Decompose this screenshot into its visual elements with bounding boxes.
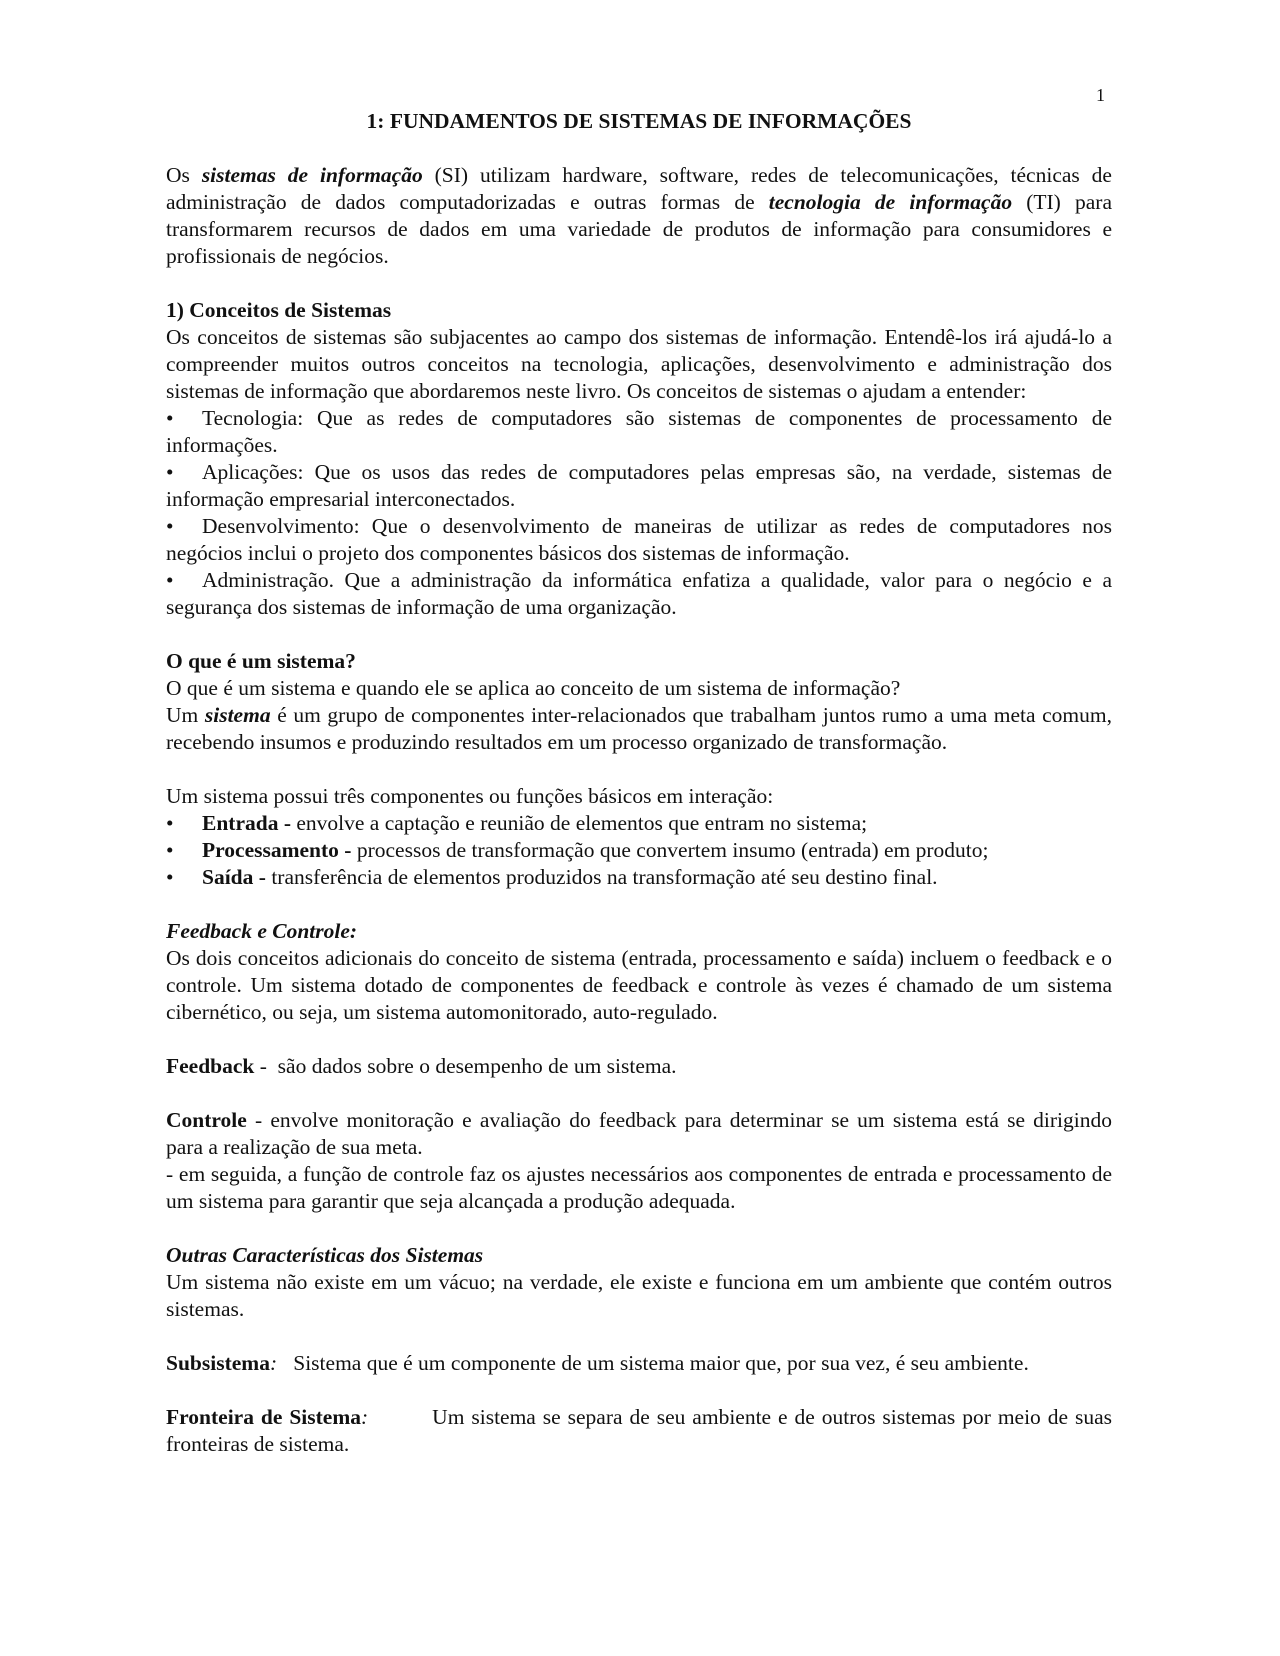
document-title: 1: FUNDAMENTOS DE SISTEMAS DE INFORMAÇÕES bbox=[366, 109, 912, 133]
list-item: • Desenvolvimento: Que o desenvolvimento de maneiras de utilizar as redes de computadores nos negócios inclui o projeto dos componentes básicos dos sistemas de informação. bbox=[166, 514, 1112, 565]
conceitos-paragraph: Os conceitos de sistemas são subjacentes ao campo dos sistemas de informação. Entendê-los irá ajudá-lo a compreender muitos outros conceitos na tecnologia, aplicações, desenvolvimento e administração dos sistemas de informação que abordaremos neste livro. Os conceitos de sistemas o ajudam a entender: bbox=[166, 325, 1112, 403]
section-heading-o-que-e: O que é um sistema? bbox=[166, 649, 356, 673]
list-item: • Saída - transferência de elementos produzidos na transformação até seu destino final. bbox=[166, 865, 938, 889]
list-item: • Tecnologia: Que as redes de computadores são sistemas de componentes de processamento de informações. bbox=[166, 406, 1112, 457]
section-heading-outras: Outras Características dos Sistemas bbox=[166, 1243, 484, 1267]
question-line: O que é um sistema e quando ele se aplica ao conceito de um sistema de informação? bbox=[166, 676, 901, 700]
bullet-icon: • bbox=[166, 865, 174, 889]
feedback-controle-paragraph: Os dois conceitos adicionais do conceito de sistema (entrada, processamento e saída) incluem o feedback e o controle. Um sistema dotado de componentes de feedback e controle às vezes é chamado de um sistema cibernético, ou seja, um sistema automonitorado, auto-regulado. bbox=[166, 946, 1112, 1024]
fronteira-definition: Fronteira de Sistema: Um sistema se separa de seu ambiente e de outros sistemas por meio de suas fronteiras de sistema. bbox=[166, 1405, 1112, 1456]
components-intro: Um sistema possui três componentes ou funções básicos em interação: bbox=[166, 784, 774, 808]
definition-paragraph: Um sistema é um grupo de componentes inter-relacionados que trabalham juntos rumo a uma meta comum, recebendo insumos e produzindo resultados em um processo organizado de transformação. bbox=[166, 703, 1113, 754]
subsistema-definition: Subsistema: Sistema que é um componente de um sistema maior que, por sua vez, é seu ambiente. bbox=[166, 1351, 1029, 1375]
bullet-icon: • bbox=[166, 568, 174, 592]
section-heading-conceitos: 1) Conceitos de Sistemas bbox=[166, 298, 392, 322]
section-heading-feedback-controle: Feedback e Controle: bbox=[166, 919, 358, 943]
controle-extra: - em seguida, a função de controle faz os ajustes necessários aos componentes de entrada e processamento de um sistema para garantir que seja alcançada a produção adequada. bbox=[166, 1162, 1112, 1213]
outras-paragraph: Um sistema não existe em um vácuo; na verdade, ele existe e funciona em um ambiente que contém outros sistemas. bbox=[166, 1270, 1112, 1321]
controle-definition: Controle - envolve monitoração e avaliação do feedback para determinar se um sistema está se dirigindo para a realização de sua meta. bbox=[166, 1108, 1112, 1159]
list-item: • Administração. Que a administração da informática enfatiza a qualidade, valor para o negócio e a segurança dos sistemas de informação de uma organização. bbox=[166, 568, 1112, 619]
bullet-icon: • bbox=[166, 460, 174, 484]
term-sistema: sistema bbox=[204, 703, 271, 727]
list-item: • Entrada - envolve a captação e reunião de elementos que entram no sistema; bbox=[166, 811, 868, 835]
page-number: 1 bbox=[1096, 85, 1105, 105]
intro-paragraph: Os sistemas de informação (SI) utilizam hardware, software, redes de telecomunicações, técnicas de administração de dados computadorizadas e outras formas de tecnologia de informação (TI) para transformarem recursos de dados em uma variedade de produtos de informação para consumidores e profissionais de negócios. bbox=[166, 163, 1112, 268]
page-content bbox=[166, 108, 1112, 1458]
feedback-definition: Feedback - são dados sobre o desempenho de um sistema. bbox=[166, 1054, 677, 1078]
bullet-icon: • bbox=[166, 514, 174, 538]
term-tecnologia-de-informacao: tecnologia de informação bbox=[768, 190, 1013, 214]
term-sistemas-de-informacao: sistemas de informação bbox=[201, 163, 423, 187]
bullet-icon: • bbox=[166, 811, 174, 835]
list-item: • Processamento - processos de transformação que convertem insumo (entrada) em produto; bbox=[166, 838, 989, 862]
list-item: • Aplicações: Que os usos das redes de computadores pelas empresas são, na verdade, sistemas de informação empresarial interconectados. bbox=[166, 460, 1112, 511]
bullet-icon: • bbox=[166, 838, 174, 862]
bullet-icon: • bbox=[166, 406, 174, 430]
